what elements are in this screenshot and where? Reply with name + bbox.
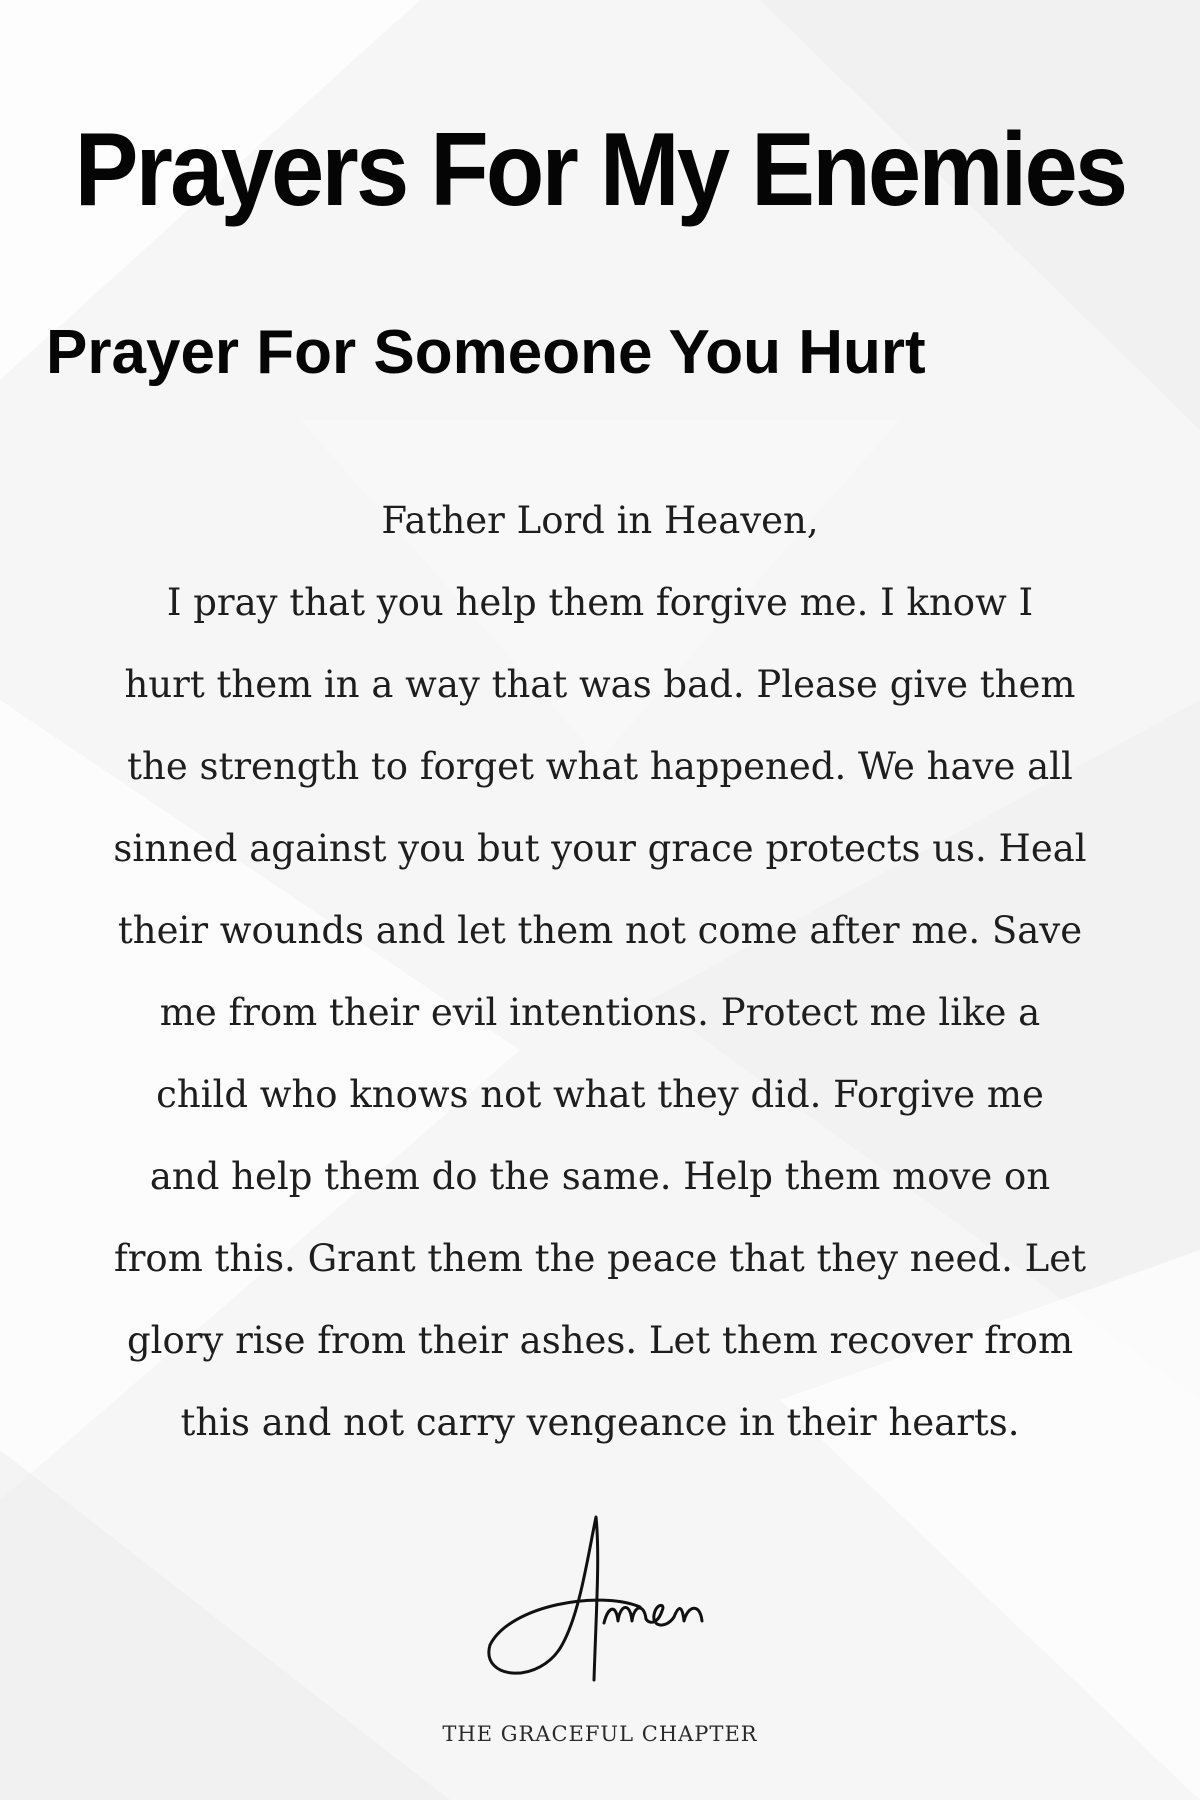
prayer-line: Father Lord in Heaven, xyxy=(381,499,819,542)
page-title: Prayers For My Enemies xyxy=(74,112,1126,228)
prayer-line: hurt them in a way that was bad. Please give them xyxy=(124,663,1076,706)
prayer-line: sinned against you but your grace protects us. Heal xyxy=(113,827,1087,870)
prayer-line: I pray that you help them forgive me. I know I xyxy=(166,581,1034,624)
amen-signature xyxy=(470,1495,730,1695)
prayer-line: and help them do the same. Help them move on xyxy=(149,1155,1051,1198)
prayer-line: glory rise from their ashes. Let them recover from xyxy=(126,1319,1074,1362)
prayer-text xyxy=(40,480,1160,1464)
page-subtitle: Prayer For Someone You Hurt xyxy=(46,318,926,387)
prayer-line: child who knows not what they did. Forgive me xyxy=(156,1073,1044,1116)
brand-footer: THE GRACEFUL CHAPTER xyxy=(442,1722,758,1746)
prayer-line: this and not carry vengeance in their hearts. xyxy=(180,1401,1020,1444)
prayer-line: their wounds and let them not come after me. Save xyxy=(117,909,1083,952)
prayer-line: me from their evil intentions. Protect me like a xyxy=(159,991,1041,1034)
prayer-line: the strength to forget what happened. We have all xyxy=(127,745,1073,788)
prayer-line: from this. Grant them the peace that they need. Let xyxy=(114,1237,1086,1280)
